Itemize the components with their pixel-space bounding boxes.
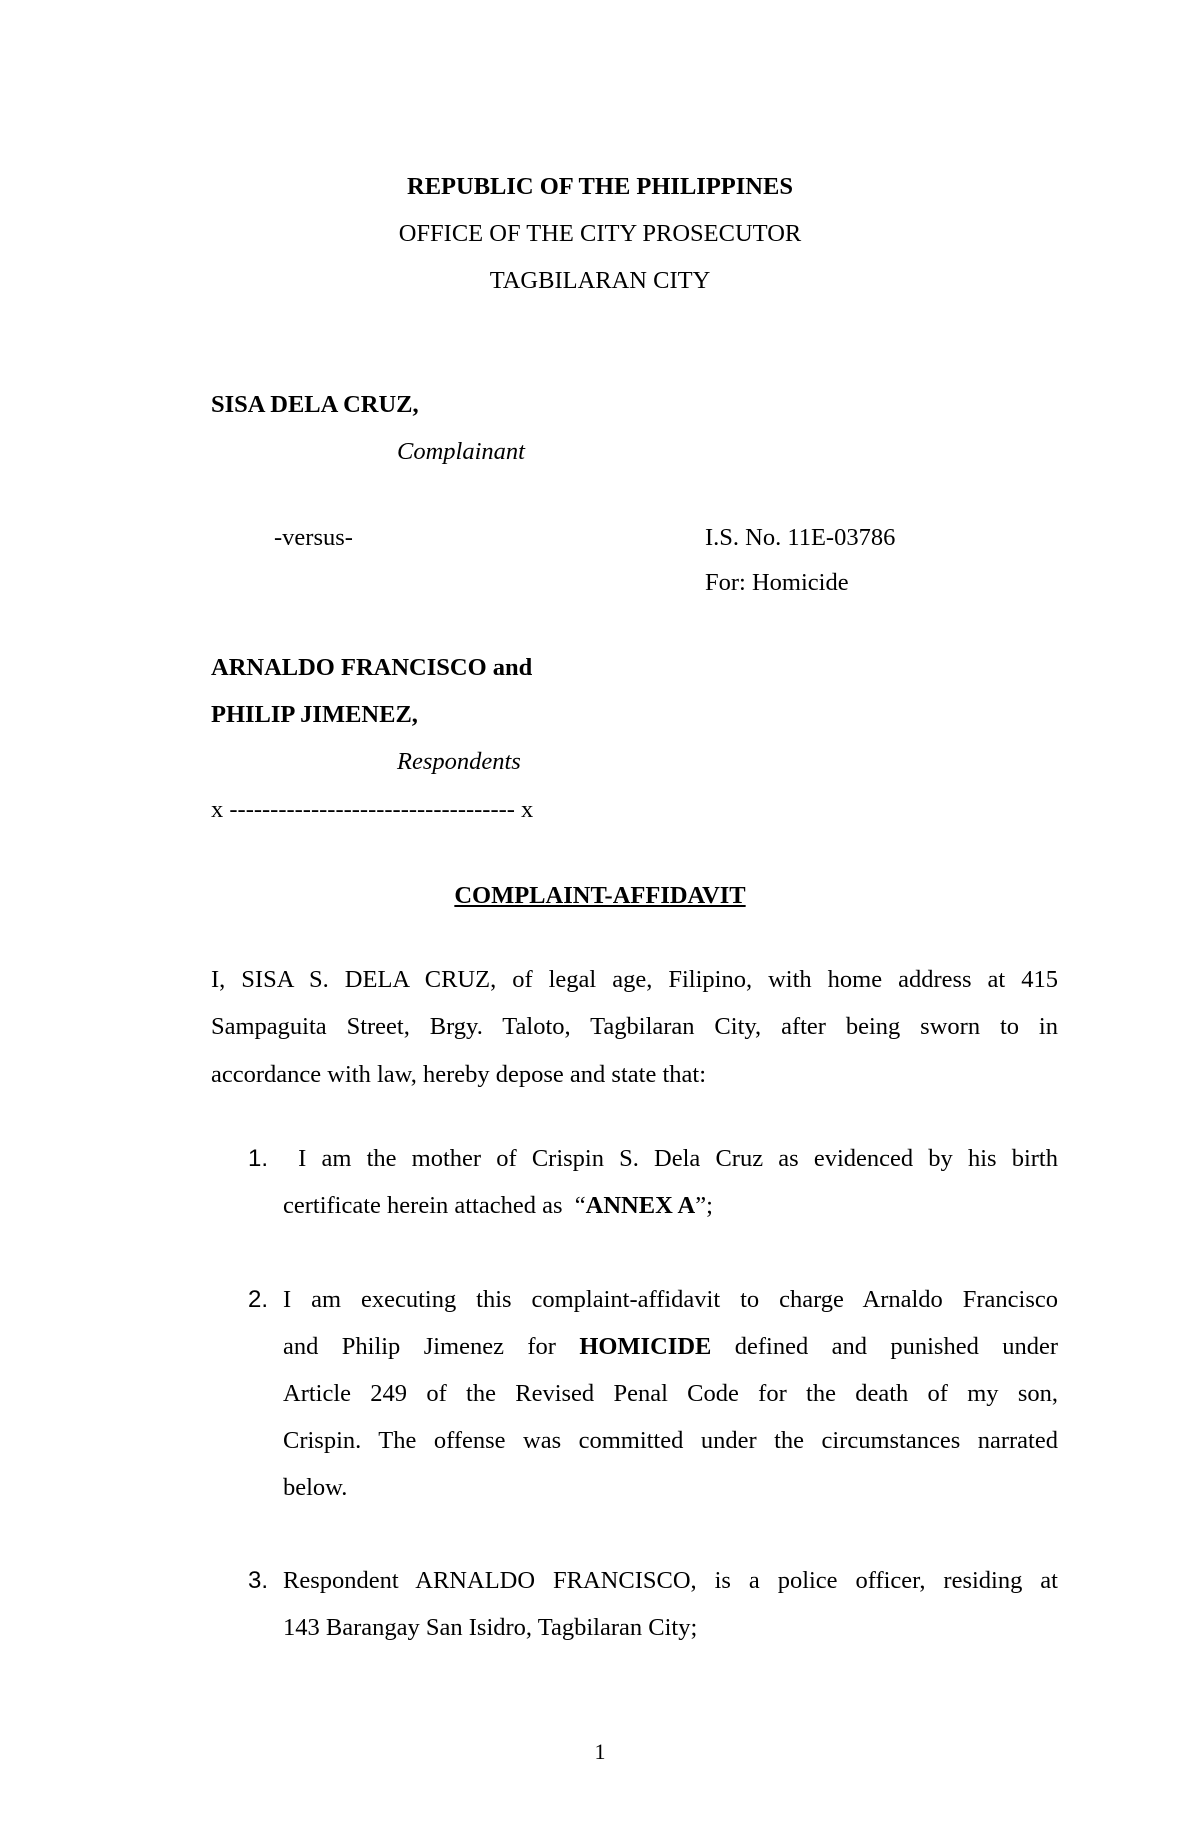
page-number: 1	[594, 1739, 606, 1764]
intro-line-2: Sampaguita Street, Brgy. Taloto, Tagbilaran City, after being sworn to in	[211, 1013, 1058, 1040]
respondent-name-1: ARNALDO FRANCISCO and	[211, 654, 533, 681]
paragraph-1-line-2	[283, 1191, 713, 1221]
respondent-name-2: PHILIP JIMENEZ,	[211, 701, 418, 728]
document-title: COMPLAINT-AFFIDAVIT	[454, 882, 746, 909]
header-republic: REPUBLIC OF THE PHILIPPINES	[407, 173, 793, 200]
intro-line-1: I, SISA S. DELA CRUZ, of legal age, Filipino, with home address at 415	[211, 966, 1058, 993]
paragraph-2-line-3: Article 249 of the Revised Penal Code for the death of my son,	[283, 1380, 1058, 1407]
complainant-role: Complainant	[397, 438, 525, 465]
paragraph-2-line-5: below.	[283, 1474, 348, 1501]
caption-separator: x ----------------------------------- x	[211, 796, 534, 823]
paragraph-2-number: 2.	[248, 1286, 269, 1313]
paragraph-1-number: 1.	[248, 1145, 269, 1172]
homicide-term: HOMICIDE	[579, 1333, 712, 1360]
header-city: TAGBILARAN CITY	[489, 267, 711, 294]
paragraph-3-line-2: 143 Barangay San Isidro, Tagbilaran City;	[283, 1614, 698, 1641]
case-offense: For: Homicide	[705, 569, 849, 596]
intro-line-3: accordance with law, hereby depose and state that:	[211, 1061, 707, 1088]
paragraph-1-text-a: certificate herein attached as “	[283, 1192, 586, 1219]
paragraph-2-text-a: and Philip Jimenez for	[283, 1333, 580, 1360]
annex-a-reference: ANNEX A	[585, 1192, 696, 1219]
paragraph-1-line-1: I am the mother of Crispin S. Dela Cruz as evidenced by his birth	[283, 1145, 1058, 1172]
paragraph-3-line-1: Respondent ARNALDO FRANCISCO, is a police officer, residing at	[283, 1567, 1058, 1594]
versus-label: -versus-	[274, 524, 353, 551]
paragraph-2-text-b: defined and punished under	[711, 1333, 1058, 1360]
case-number: I.S. No. 11E-03786	[705, 524, 896, 551]
paragraph-3-number: 3.	[248, 1567, 269, 1594]
paragraph-2-line-2	[283, 1332, 1058, 1362]
complainant-name: SISA DELA CRUZ,	[211, 391, 419, 418]
respondent-role: Respondents	[397, 748, 521, 775]
paragraph-2-line-4: Crispin. The offense was committed under the circumstances narrated	[283, 1427, 1058, 1454]
paragraph-1-text-b: ”;	[695, 1192, 713, 1219]
header-office: OFFICE OF THE CITY PROSECUTOR	[398, 220, 802, 247]
paragraph-2-line-1: I am executing this complaint-affidavit to charge Arnaldo Francisco	[283, 1286, 1058, 1313]
